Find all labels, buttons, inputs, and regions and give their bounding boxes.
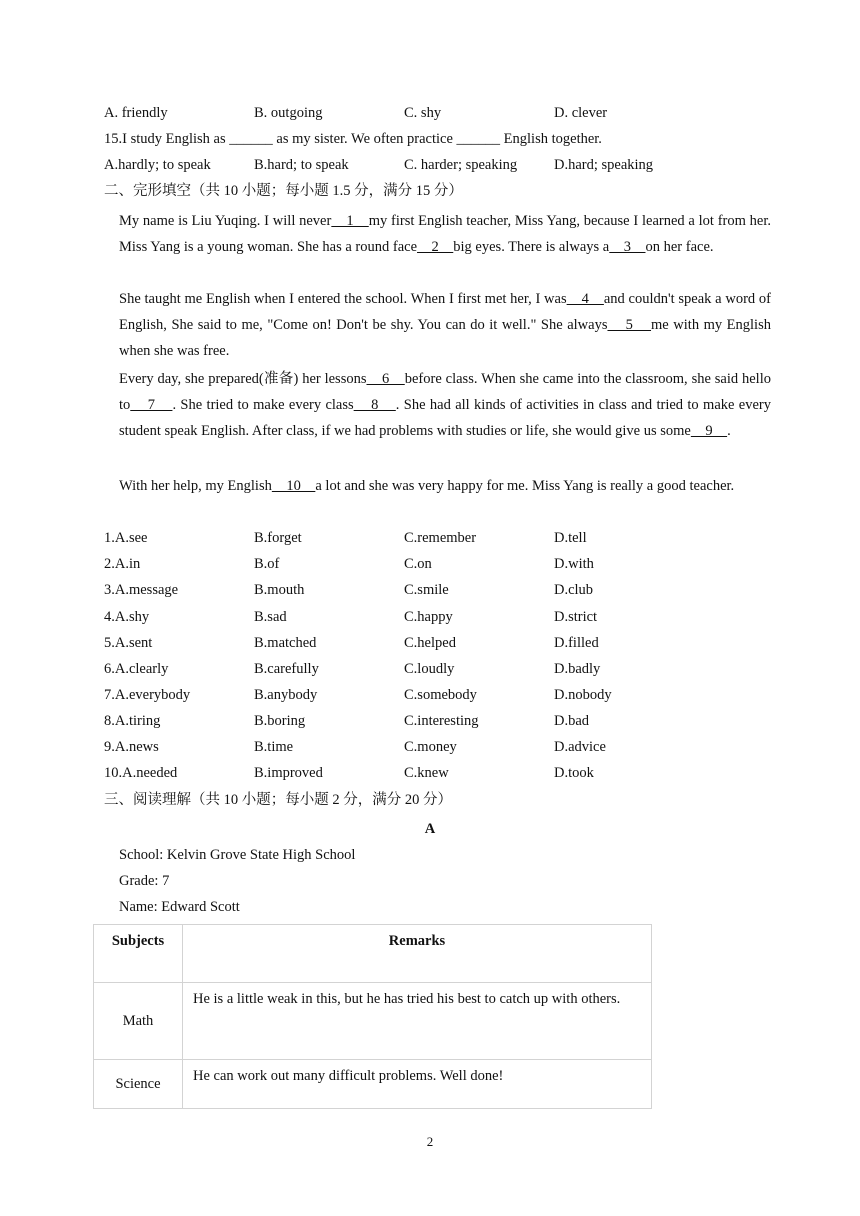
subject-cell: Science xyxy=(94,1060,183,1109)
cloze-paragraph-3: Every day, she prepared(准备) her lessons 6 before class. When she came into the classroom, she said hello to 7 . She tried to make every class 8 . She had all kinds of activities in class and tried to make every student speak English. After class, if we had problems with studies or life, she would give us some 9 . xyxy=(119,371,772,439)
passage-a-label: A xyxy=(424,821,436,837)
remarks-header: Remarks xyxy=(183,925,652,983)
cloze-options-9 xyxy=(104,737,744,757)
blank-4: 4 xyxy=(566,291,604,307)
option-d: D.with xyxy=(554,556,594,572)
option-a: 8.A.tiring xyxy=(104,713,161,729)
option-b: B. outgoing xyxy=(254,105,323,121)
option-b: B.forget xyxy=(254,530,302,546)
page-number: 2 xyxy=(426,1134,434,1149)
blank-7: 7 xyxy=(130,397,173,413)
q15-options xyxy=(104,155,744,175)
option-c: C.knew xyxy=(404,765,449,781)
table-header-row xyxy=(94,925,652,983)
table-row xyxy=(94,983,652,1060)
name-line: Name: Edward Scott xyxy=(119,899,240,915)
option-d: D.hard; speaking xyxy=(554,157,654,173)
blank-8: 8 xyxy=(353,397,396,413)
remarks-table xyxy=(93,924,652,1109)
blank-6: 6 xyxy=(366,371,405,387)
option-a: 2.A.in xyxy=(104,556,141,572)
blank-5: 5 xyxy=(607,317,652,333)
q14-options xyxy=(104,103,744,123)
option-b: B.boring xyxy=(254,713,306,729)
blank-2: 2 xyxy=(417,239,454,255)
option-a: 4.A.shy xyxy=(104,609,150,625)
option-b: B.anybody xyxy=(254,687,318,703)
option-a: 7.A.everybody xyxy=(104,687,191,703)
cloze-options-8 xyxy=(104,711,744,731)
cloze-options-5 xyxy=(104,633,744,653)
option-a: A.hardly; to speak xyxy=(104,157,211,173)
option-a: 10.A.needed xyxy=(104,765,178,781)
cloze-options-1 xyxy=(104,528,744,548)
option-c: C. harder; speaking xyxy=(404,157,518,173)
blank-9: 9 xyxy=(690,423,728,439)
option-c: C.loudly xyxy=(404,661,455,677)
option-d: D.club xyxy=(554,582,594,598)
option-b: B.matched xyxy=(254,635,317,651)
option-b: B.of xyxy=(254,556,280,572)
option-b: B.sad xyxy=(254,609,287,625)
subjects-header: Subjects xyxy=(94,925,183,983)
option-c: C.on xyxy=(404,556,432,572)
cloze-options-2 xyxy=(104,554,744,574)
option-a: 5.A.sent xyxy=(104,635,153,651)
option-c: C.somebody xyxy=(404,687,477,703)
table-row xyxy=(94,1060,652,1109)
option-c: C.helped xyxy=(404,635,456,651)
blank-10: 10 xyxy=(271,478,316,494)
option-d: D.tell xyxy=(554,530,587,546)
blank-1: 1 xyxy=(331,213,369,229)
option-c: C.happy xyxy=(404,609,453,625)
remark-cell: He can work out many difficult problems. Well done! xyxy=(183,1060,652,1109)
cloze-options-6 xyxy=(104,659,744,679)
option-b: B.mouth xyxy=(254,582,305,598)
option-d: D.nobody xyxy=(554,687,612,703)
remark-cell: He is a little weak in this, but he has tried his best to catch up with others. xyxy=(183,983,652,1060)
option-c: C.money xyxy=(404,739,457,755)
school-line: School: Kelvin Grove State High School xyxy=(119,847,356,863)
cloze-paragraph-4: With her help, my English 10 a lot and she was very happy for me. Miss Yang is really a good teacher. xyxy=(119,478,735,494)
option-c: C.smile xyxy=(404,582,449,598)
option-d: D.advice xyxy=(554,739,606,755)
option-b: B.time xyxy=(254,739,294,755)
option-d: D.filled xyxy=(554,635,599,651)
option-c: C. shy xyxy=(404,105,442,121)
option-a: 3.A.message xyxy=(104,582,179,598)
option-c: C.interesting xyxy=(404,713,479,729)
cloze-paragraph-1: My name is Liu Yuqing. I will never 1 my first English teacher, Miss Yang, because I learned a lot from her. Miss Yang is a young woman. She has a round face 2 big eyes. There is always a 3 on her face. xyxy=(119,213,771,255)
q15-stem: 15.I study English as ______ as my sister. We often practice ______ English together. xyxy=(104,131,602,147)
subject-cell: Math xyxy=(94,983,183,1060)
option-a: 1.A.see xyxy=(104,530,148,546)
option-b: B.improved xyxy=(254,765,323,781)
cloze-options-7 xyxy=(104,685,744,705)
option-b: B.hard; to speak xyxy=(254,157,349,173)
blank-3: 3 xyxy=(609,239,646,255)
cloze-options-3 xyxy=(104,580,744,600)
option-d: D.took xyxy=(554,765,594,781)
option-d: D. clever xyxy=(554,105,608,121)
cloze-paragraph-2: She taught me English when I entered the school. When I first met her, I was 4 and couldn't speak a word of English, She said to me, "Come on! Don't be shy. You can do it well." She always 5 me with my English when she was free. xyxy=(119,291,772,359)
option-d: D.badly xyxy=(554,661,601,677)
option-d: D.bad xyxy=(554,713,590,729)
option-a: 9.A.news xyxy=(104,739,159,755)
cloze-options-4 xyxy=(104,607,744,627)
option-c: C.remember xyxy=(404,530,477,546)
section-3-title: 三、阅读理解（共 10 小题；每小题 2 分，满分 20 分） xyxy=(104,792,452,808)
option-a: 6.A.clearly xyxy=(104,661,169,677)
grade-line: Grade: 7 xyxy=(119,873,170,889)
option-b: B.carefully xyxy=(254,661,319,677)
section-2-title: 二、完形填空（共 10 小题；每小题 1.5 分，满分 15 分） xyxy=(104,183,463,199)
option-a: A. friendly xyxy=(104,105,168,121)
cloze-options-10 xyxy=(104,763,744,783)
option-d: D.strict xyxy=(554,609,598,625)
